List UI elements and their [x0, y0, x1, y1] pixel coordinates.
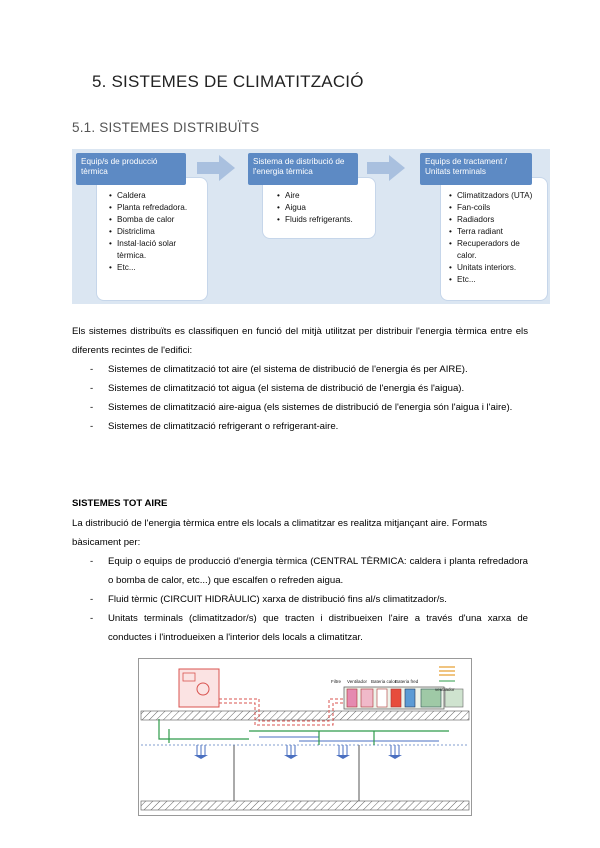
page-title: 5. SISTEMES DE CLIMATITZACIÓ	[92, 72, 364, 91]
terminal-units-box	[440, 177, 548, 301]
section-heading: SISTEMES TOT AIRE	[72, 498, 168, 509]
production-box	[96, 177, 208, 301]
production-header: Equip/s de producció tèrmica	[76, 153, 186, 185]
distribution-header: Sistema de distribució de l'energia tèrmica	[248, 153, 358, 185]
list-item: • Climatitzadors (UTA)	[457, 190, 547, 202]
terminal-units-header: Equips de tractament / Unitats terminals	[420, 153, 532, 185]
list-item: - Unitats terminals (climatitzador/s) que tracten i distribueixen l'aire a través d'una xarxa de conductes i l'introdueixen a l'interior dels locals a climatitzar.	[72, 609, 528, 647]
list-item: - Sistemes de climatització refrigerant o refrigerant-aire.	[72, 417, 528, 436]
list-item: • Caldera	[117, 190, 207, 202]
list-item: • Radiadors	[457, 214, 547, 226]
list-item: • Fluids refrigerants.	[285, 214, 375, 226]
section-paragraph: La distribució de l'energia tèrmica entre els locals a climatitzar es realitza mitjançant aire. Formats bàsicament per:	[72, 518, 488, 548]
list-item: • Bomba de calor	[117, 214, 207, 226]
list-item: • Recuperadors de calor.	[457, 238, 527, 262]
list-item: • Terra radiant	[457, 226, 547, 238]
list-item: • Fan-coils	[457, 202, 547, 214]
hvac-schematic	[139, 659, 471, 815]
list-item: • Planta refredadora.	[117, 202, 207, 214]
all-air-system-figure	[138, 658, 472, 816]
list-item: • Etc...	[117, 262, 207, 274]
section-subtitle: 5.1. SISTEMES DISTRIBUÏTS	[72, 120, 260, 135]
list-item: - Sistemes de climatització tot aigua (el sistema de distribució de l'energia és l'aigua).	[72, 379, 528, 398]
intro-paragraph: Els sistemes distribuïts es classifiquen en funció del mitjà utilitzat per distribuir l'energia tèrmica entre els diferents recintes de l'edifici:	[72, 326, 528, 356]
distribution-diagram	[72, 149, 550, 304]
list-item: - Sistemes de climatització tot aire (el sistema de distribució de l'energia és per AIRE).	[72, 360, 528, 379]
components-list	[72, 552, 528, 647]
list-item: - Sistemes de climatització aire-aigua (els sistemes de distribució de l'energia són l'aigua i l'aire).	[72, 398, 528, 417]
system-types-list	[72, 360, 528, 436]
list-item: • Etc...	[457, 274, 547, 286]
list-item: • Aigua	[285, 202, 375, 214]
list-item: • Unitats interiors.	[457, 262, 547, 274]
list-item: - Fluid tèrmic (CIRCUIT HIDRÀULIC) xarxa de distribució fins al/s climatitzador/s.	[72, 590, 528, 609]
distribution-box	[262, 177, 376, 239]
figure-label: ventilador	[435, 687, 455, 692]
list-item: - Equip o equips de producció d'energia tèrmica (CENTRAL TÈRMICA: caldera i planta refredadora o bomba de calor, etc...) que escalfen o refreden aigua.	[72, 552, 528, 590]
list-item: • Aire	[285, 190, 375, 202]
figure-label: Filtre	[331, 679, 341, 684]
figure-label: Bateria calor	[371, 679, 397, 684]
list-item: • Instal·lació solar tèrmica.	[117, 238, 189, 262]
list-item: • Districlima	[117, 226, 207, 238]
figure-label: Bateria fred	[395, 679, 419, 684]
figure-label: Ventilador	[347, 679, 368, 684]
